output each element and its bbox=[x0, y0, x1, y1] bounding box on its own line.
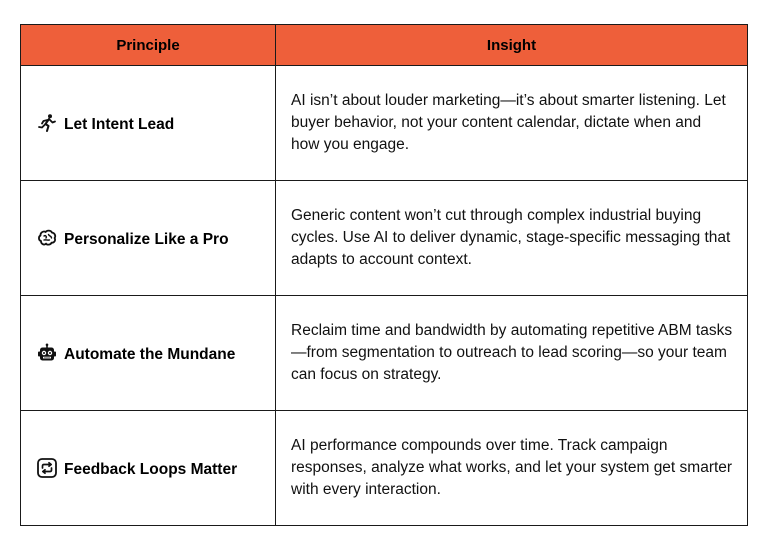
principle-cell bbox=[21, 181, 276, 296]
insight-column-header: Insight bbox=[276, 25, 748, 66]
principle-label: Let Intent Lead bbox=[64, 115, 175, 133]
principle-column-header: Principle bbox=[21, 25, 276, 66]
principle-label: Personalize Like a Pro bbox=[64, 230, 229, 248]
table-row bbox=[21, 66, 748, 181]
robot-icon bbox=[37, 343, 57, 363]
principle-cell bbox=[21, 296, 276, 411]
principles-table-container bbox=[20, 24, 747, 526]
insight-cell: Reclaim time and bandwidth by automating repetitive ABM tasks—from segmentation to outreach to lead scoring—so your team can focus on strategy. bbox=[276, 296, 748, 411]
principles-table bbox=[20, 24, 748, 526]
insight-cell: AI isn’t about louder marketing—it’s about smarter listening. Let buyer behavior, not your content calendar, dictate when and how you engage. bbox=[276, 66, 748, 181]
table-row bbox=[21, 296, 748, 411]
table-body bbox=[21, 66, 748, 526]
table-row bbox=[21, 181, 748, 296]
principle-label: Feedback Loops Matter bbox=[64, 460, 238, 478]
principle-cell bbox=[21, 411, 276, 526]
principle-cell bbox=[21, 66, 276, 181]
running-person-icon bbox=[37, 113, 57, 133]
insight-cell: Generic content won’t cut through complex industrial buying cycles. Use AI to deliver dynamic, stage-specific messaging that adapts to account context. bbox=[276, 181, 748, 296]
table-header bbox=[21, 25, 748, 66]
insight-cell: AI performance compounds over time. Track campaign responses, analyze what works, and let your system get smarter with every interaction. bbox=[276, 411, 748, 526]
table-row bbox=[21, 411, 748, 526]
brain-icon bbox=[37, 228, 57, 248]
header-row bbox=[21, 25, 748, 66]
repeat-arrows-icon bbox=[37, 458, 57, 478]
principle-label: Automate the Mundane bbox=[64, 345, 236, 363]
